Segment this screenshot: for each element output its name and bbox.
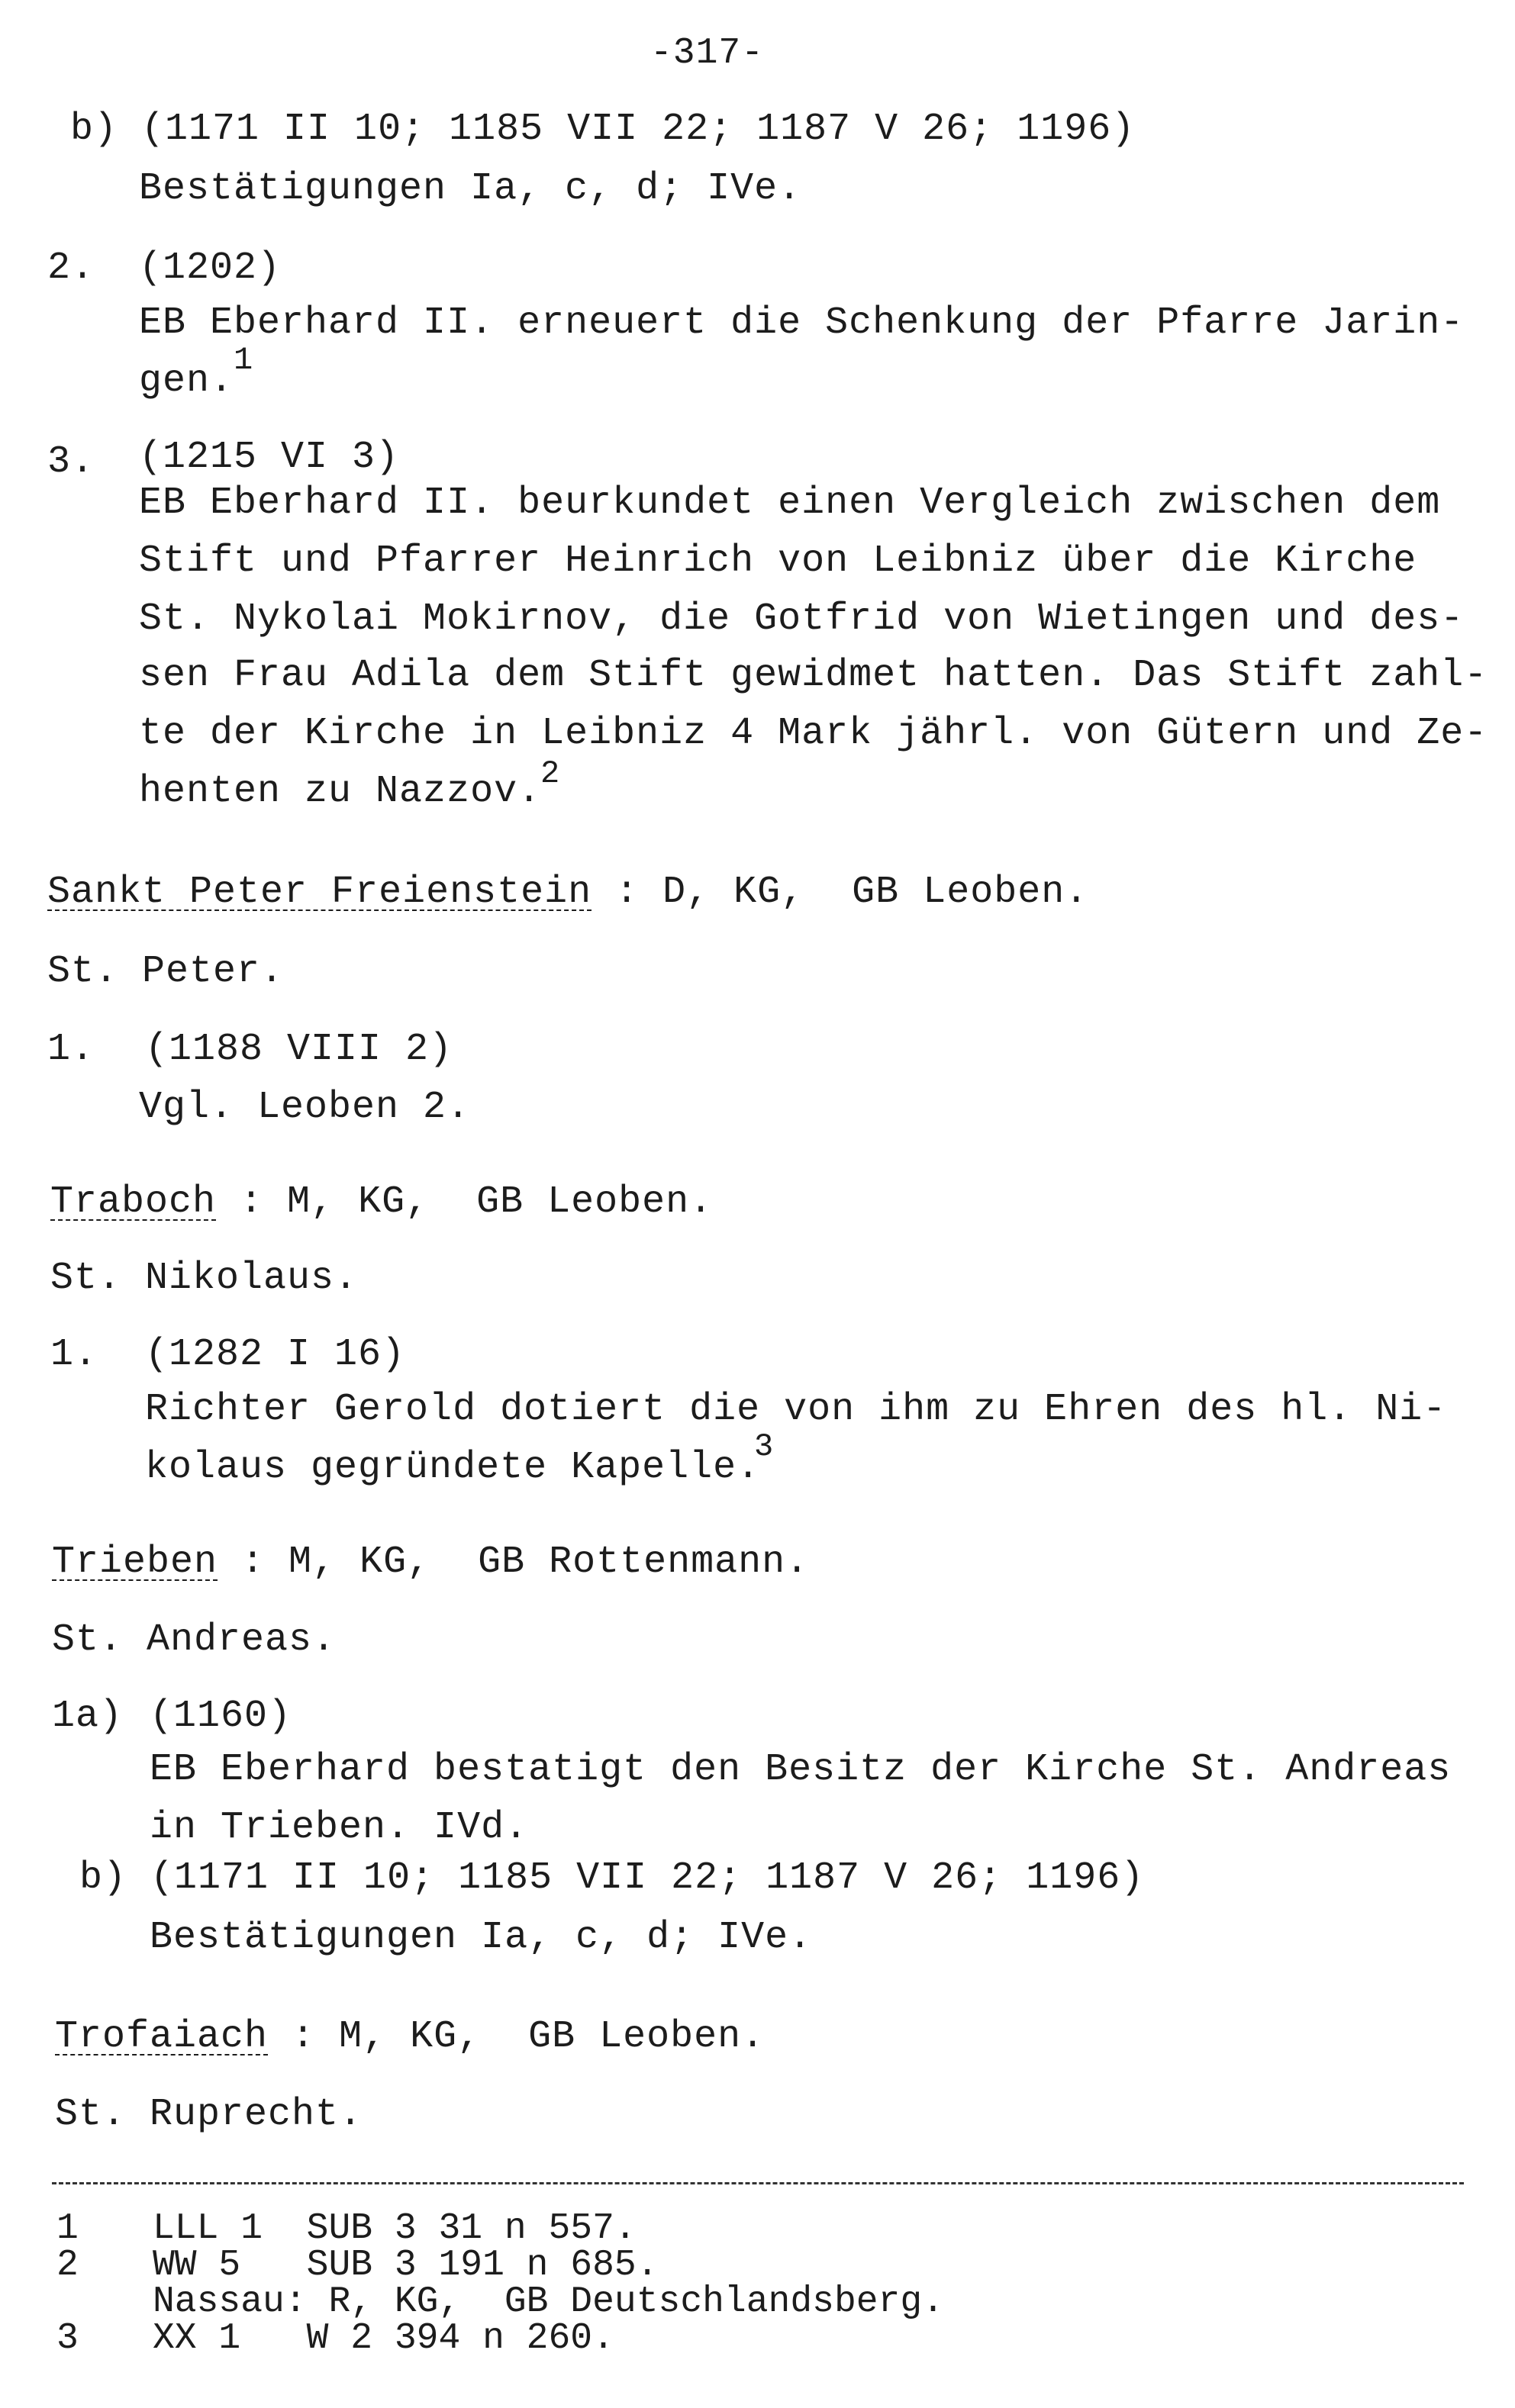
footnote-number: 2	[56, 2245, 79, 2286]
text-line: te der Kirche in Leibniz 4 Mark jährl. von Gütern und Ze-	[139, 712, 1488, 755]
footnote-text: XX 1 W 2 394 n 260.	[153, 2318, 614, 2359]
footnote-text: Nassau: R, KG, GB Deutschlandsberg.	[153, 2281, 944, 2323]
text-line: EB Eberhard bestatigt den Besitz der Kirche St. Andreas	[150, 1748, 1452, 1792]
footnote-ref: 1	[234, 342, 253, 378]
text-line: b) (1171 II 10; 1185 VII 22; 1187 V 26; 1196)	[70, 108, 1136, 151]
text-line: gen.	[139, 359, 234, 403]
place-name: Trofaiach	[55, 2015, 269, 2059]
text-line: EB Eberhard II. erneuert die Schenkung der Pfarre Jarin-	[139, 301, 1465, 345]
patron-line: St. Andreas.	[52, 1618, 337, 1662]
patron-line: St. Ruprecht.	[55, 2093, 363, 2136]
entry-date: (1202)	[139, 246, 282, 290]
text-line: henten zu Nazzov.	[139, 770, 542, 813]
patron-line: St. Peter.	[47, 950, 285, 993]
section-heading	[55, 2014, 765, 2060]
entry-date: (1188 VIII 2)	[145, 1028, 453, 1071]
entry-number: 1.	[47, 1028, 95, 1071]
place-info: : D, KG, GB Leoben.	[591, 871, 1089, 914]
place-name: Traboch	[50, 1180, 217, 1224]
place-info: : M, KG, GB Leoben.	[216, 1180, 714, 1224]
place-name: Sankt Peter Freienstein	[47, 871, 592, 914]
footnote-text: WW 5 SUB 3 191 n 685.	[153, 2245, 659, 2286]
entry-number: 1a)	[52, 1695, 124, 1738]
text-line: sen Frau Adila dem Stift gewidmet hatten. Das Stift zahl-	[139, 654, 1488, 697]
footnote-number: 3	[56, 2318, 79, 2359]
section-heading	[47, 870, 1088, 916]
section-heading	[52, 1540, 809, 1585]
text-line: Richter Gerold dotiert die von ihm zu Ehren des hl. Ni-	[145, 1388, 1447, 1431]
footnote-separator	[52, 2182, 1464, 2184]
entry-number: 3.	[47, 440, 95, 484]
text-line: Bestätigungen Ia, c, d; IVe.	[139, 167, 802, 211]
text-line: Stift und Pfarrer Heinrich von Leibniz über die Kirche	[139, 539, 1417, 583]
text-line: EB Eberhard II. beurkundet einen Vergleich zwischen dem	[139, 481, 1441, 525]
text-line: St. Nykolai Mokirnov, die Gotfrid von Wietingen und des-	[139, 597, 1465, 641]
entry-number: 2.	[47, 246, 95, 290]
text-line: Bestätigungen Ia, c, d; IVe.	[150, 1916, 813, 1959]
text-line: b) (1171 II 10; 1185 VII 22; 1187 V 26; 1196)	[79, 1856, 1145, 1900]
entry-date: (1160)	[150, 1695, 292, 1738]
place-name: Trieben	[52, 1540, 218, 1584]
footnote-number: 1	[56, 2208, 79, 2249]
footnote-ref: 2	[540, 755, 560, 792]
patron-line: St. Nikolaus.	[50, 1257, 359, 1300]
entry-date: (1282 I 16)	[145, 1333, 406, 1376]
text-line: in Trieben. IVd.	[150, 1806, 529, 1849]
footnote-text: LLL 1 SUB 3 31 n 557.	[153, 2208, 637, 2249]
place-info: : M, KG, GB Leoben.	[268, 2015, 766, 2059]
footnote-ref: 3	[754, 1428, 774, 1465]
text-line: kolaus gegründete Kapelle.	[145, 1446, 761, 1489]
text-line: Vgl. Leoben 2.	[139, 1086, 471, 1129]
entry-number: 1.	[50, 1333, 98, 1376]
section-heading	[50, 1180, 713, 1225]
place-info: : M, KG, GB Rottenmann.	[218, 1540, 810, 1584]
page-number: -317-	[650, 33, 765, 74]
entry-date: (1215 VI 3)	[139, 436, 400, 479]
